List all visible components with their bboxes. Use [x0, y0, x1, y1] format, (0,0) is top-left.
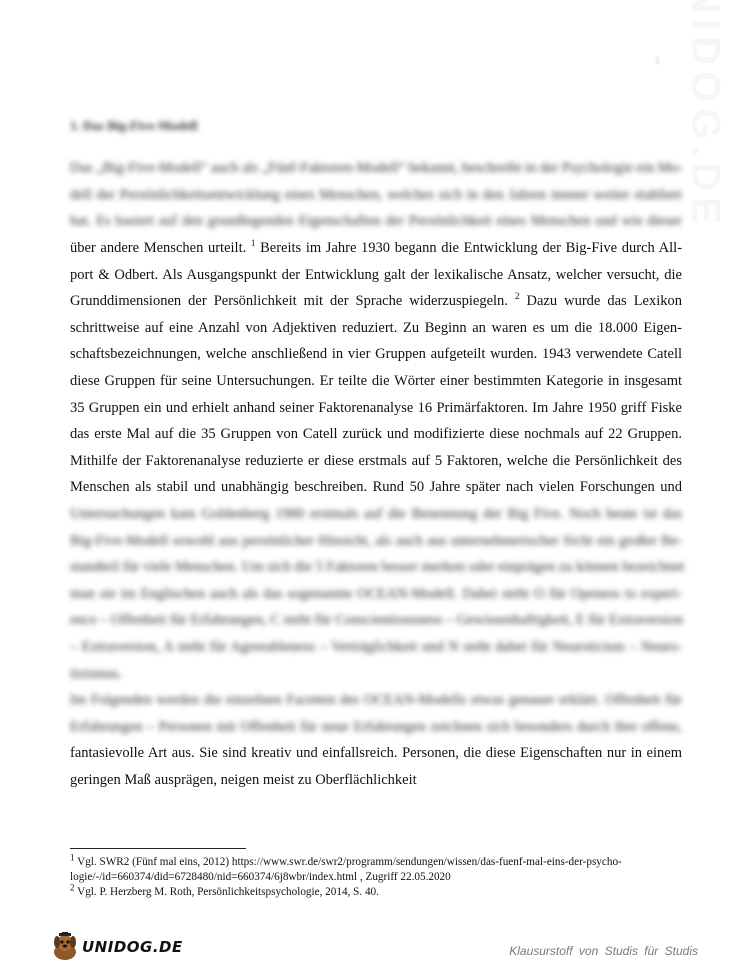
text-line: Untersuchungen kam Goldenberg 1980 erstmals auf die Benennung der Big Five. Noch heute ist das: [70, 506, 682, 522]
paragraph-visible-end: [70, 740, 682, 793]
text-line: schaftsbezeichnungen, welche anschließend in vier Gruppen aufgeteilt wurden. 1943 verwendete Catell: [70, 346, 682, 363]
watermark: [683, 0, 728, 230]
text-line: Menschen als stabil und unabhängig beschreiben. Rund 50 Jahre später nach vielen Forschungen und: [70, 479, 682, 496]
footnote-1-cont[interactable]: logie/-/id=660374/did=6728480/nid=660374/6j8wbr/index.html , Zugriff 22.05.2020: [70, 871, 451, 883]
footnote-marker[interactable]: 2: [514, 291, 520, 302]
page-footer: [0, 930, 750, 971]
footer-tagline: Klausurstoff von Studis für Studis: [509, 944, 698, 958]
text-line: diese Gruppen für seine Untersuchungen. Er teilte die Wörter einer bestimmten Kategorie in insgesamt: [70, 372, 682, 389]
footnote-1: $^1$ Vgl. SWR2 (Fünf mal eins, 2012) https://www.swr.de/swr2/programm/sendungen/wissen/das-fuenf-mal-eins-der-psycho-: [70, 852, 622, 868]
dog-mascot-icon: [48, 932, 82, 962]
text-line: port & Odbert. Als Ausgangspunkt der Entwicklung galt der lexikalische Ansatz, welcher versucht, die: [70, 266, 682, 283]
text-line: fantasievolle Art aus. Sie sind kreativ und einfallsreich. Personen, die diese Eigenschaften nur in einem: [70, 745, 682, 761]
unidog-logo[interactable]: [48, 932, 183, 962]
text-line: tizismus.: [70, 665, 122, 682]
footnote-2: $^2$ Vgl. P. Herzberg M. Roth, Persönlichkeitspsychologie, 2014, S. 40.: [70, 882, 379, 898]
text-line: schrittweise auf eine Anzahl von Adjektiven reduziert. Zu Beginn an waren es um die 18.000 Eigen-: [70, 319, 682, 336]
text-line: Das „Big-Five-Modell“ auch als „Fünf-Faktoren-Modell“ bekannt, beschreibt in der Psychologie ein Mo-: [70, 160, 683, 176]
text-line: das erste Mal auf die 35 Gruppen von Catell zurück und modifizierte diese nochmals auf 22 Gruppen.: [70, 426, 682, 443]
text-line: standteil für viele Menschen. Um sich die 5 Faktoren besser merken oder einprägen zu können bezeichnet: [70, 559, 685, 576]
text-line: Erfahrungen – Personen mit Offenheit für neue Erfahrungen zeichnen sich besonders durch ihre offene,: [70, 718, 682, 735]
text-line: Im Folgenden werden die einzelnen Facetten des OCEAN-Modells etwas genauer erklärt. Offenheit für: [70, 692, 682, 709]
text-line: man sie im Englischen auch als das sogenannte OCEAN-Modell. Dabei steht O für Openess to experi-: [70, 585, 682, 602]
footnotes: [70, 852, 682, 900]
section-heading: 1. Das Big-Five-Modell: [70, 118, 198, 133]
text-line: Mithilfe der Faktorenanalyse reduzierte er diese erstmals auf 5 Faktoren, welche die Persönlichkeit des: [70, 452, 682, 469]
text-line: 35 Gruppen ein und erhielt anhand seiner Faktorenanalyse 16 Primärfaktoren. Im Jahre 1950 griff Fiske: [70, 399, 682, 416]
text-line: Big-Five-Modell sowohl aus persönlicher Hinsicht, als auch aus unternehmerischer Sicht ein großer Be-: [70, 532, 682, 549]
page-number: 1: [655, 56, 660, 67]
text-line: Grunddimensionen der Persönlichkeit mit der Sprache widerzuspiegeln. $^2$ Dazu wurde das Lexikon: [70, 291, 683, 310]
footnote-separator: [70, 848, 246, 849]
text-line: – Extraversion, A steht für Agreeableness – Verträglichkeit und N steht dabei für Neuroticism – Neuro-: [70, 638, 682, 655]
footnote-marker[interactable]: 1: [250, 238, 256, 249]
paragraph-blurred-middle: [70, 501, 685, 740]
paragraph-blurred-top: [70, 155, 682, 235]
text-line: über andere Menschen urteilt. $^1$ Bereits im Jahre 1930 begann die Entwicklung der Big-Five durch All-: [70, 238, 683, 256]
text-line: geringen Maß ausprägen, neigen meist zu Oberflächlichkeit: [70, 771, 417, 788]
logo-text: UNIDOG.DE: [82, 938, 183, 956]
text-line: dell der Persönlichkeitsentwicklung eines Menschen, welches sich in den Jahren immer weiter etabliert: [70, 186, 682, 203]
text-line: hat. Es basiert auf den grundlegenden Eigenschaften der Persönlichkeit eines Menschen und wie dieser: [70, 213, 682, 230]
paragraph-visible: [70, 235, 682, 501]
text-line: ence – Offenheit für Erfahrungen, C steht für Conscientiousness – Gewissenhaftigkeit, E für Extraversion: [70, 612, 683, 629]
